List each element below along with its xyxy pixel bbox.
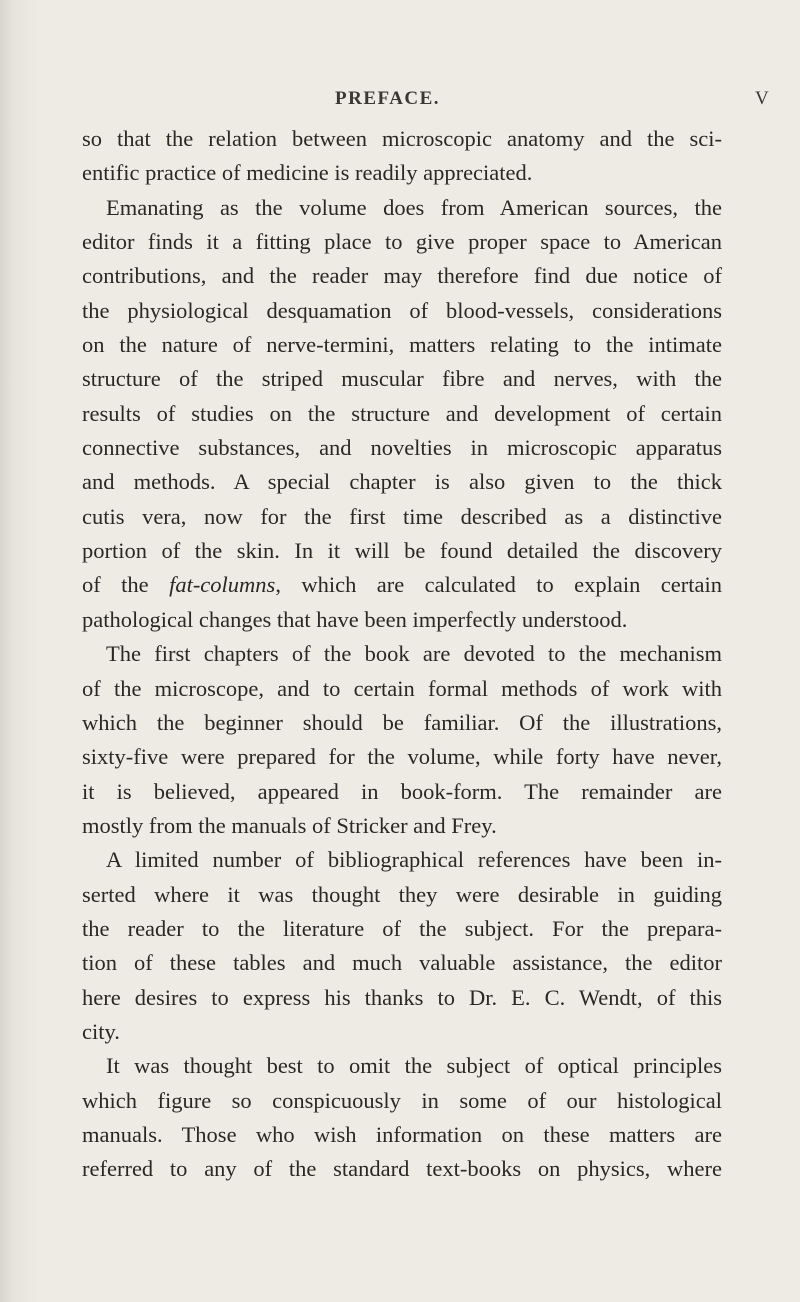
text-line: entific practice of medicine is readily appreciated. [82, 160, 533, 186]
text-line: A limited number of bibliographical references have been in- [106, 847, 722, 873]
text-line: The first chapters of the book are devoted to the mechanism [106, 641, 722, 667]
text-line: which figure so conspicuously in some of our histological [82, 1087, 722, 1113]
text-line: mostly from the manuals of Stricker and Frey. [82, 812, 497, 838]
text-line: results of studies on the structure and development of certain [82, 400, 722, 426]
text-line: the reader to the literature of the subject. For the prepara- [82, 915, 722, 941]
text-line: structure of the striped muscular fibre and nerves, with the [82, 366, 722, 392]
text-line: It was thought best to omit the subject of optical principles [106, 1053, 722, 1079]
text-line: it is believed, appeared in book-form. The remainder are [82, 778, 722, 804]
text-line: pathological changes that have been imperfectly understood. [82, 606, 628, 632]
body-text [82, 122, 722, 1187]
text-line: Emanating as the volume does from American sources, the [106, 194, 722, 220]
page-number: V [755, 88, 769, 109]
text-segment: , which are calculated to explain certain [275, 572, 722, 598]
page-header [0, 88, 800, 118]
text-line: tion of these tables and much valuable assistance, the editor [82, 950, 722, 976]
text-line: the physiological desquamation of blood-vessels, considerations [82, 297, 722, 323]
text-line-mixed [82, 568, 722, 602]
text-line: so that the relation between microscopic anatomy and the sci- [82, 126, 722, 151]
text-line: here desires to express his thanks to Dr. E. C. Wendt, of this [82, 984, 722, 1010]
text-line: of the microscope, and to certain formal methods of work with [82, 675, 722, 701]
text-line: on the nature of nerve-termini, matters relating to the intimate [82, 332, 722, 358]
text-line: serted where it was thought they were desirable in guiding [82, 881, 722, 907]
text-line: and methods. A special chapter is also given to the thick [82, 469, 722, 495]
text-line: portion of the skin. In it will be found detailed the discovery [82, 538, 722, 564]
text-line: sixty-five were prepared for the volume, while forty have never, [82, 744, 722, 770]
text-line: which the beginner should be familiar. Of the illustrations, [82, 709, 722, 735]
italic-term: fat-columns [169, 572, 276, 598]
text-line: connective substances, and novelties in microscopic apparatus [82, 435, 722, 461]
text-line: contributions, and the reader may therefore find due notice of [82, 263, 722, 289]
text-line: cutis vera, now for the first time described as a distinctive [82, 503, 722, 529]
text-line: editor finds it a fitting place to give proper space to American [82, 229, 722, 255]
text-line: referred to any of the standard text-books on physics, where [82, 1156, 722, 1182]
running-head: PREFACE. [335, 88, 441, 109]
text-line: manuals. Those who wish information on these matters are [82, 1121, 722, 1147]
text-segment: of the [82, 572, 170, 598]
text-line: city. [82, 1018, 120, 1044]
